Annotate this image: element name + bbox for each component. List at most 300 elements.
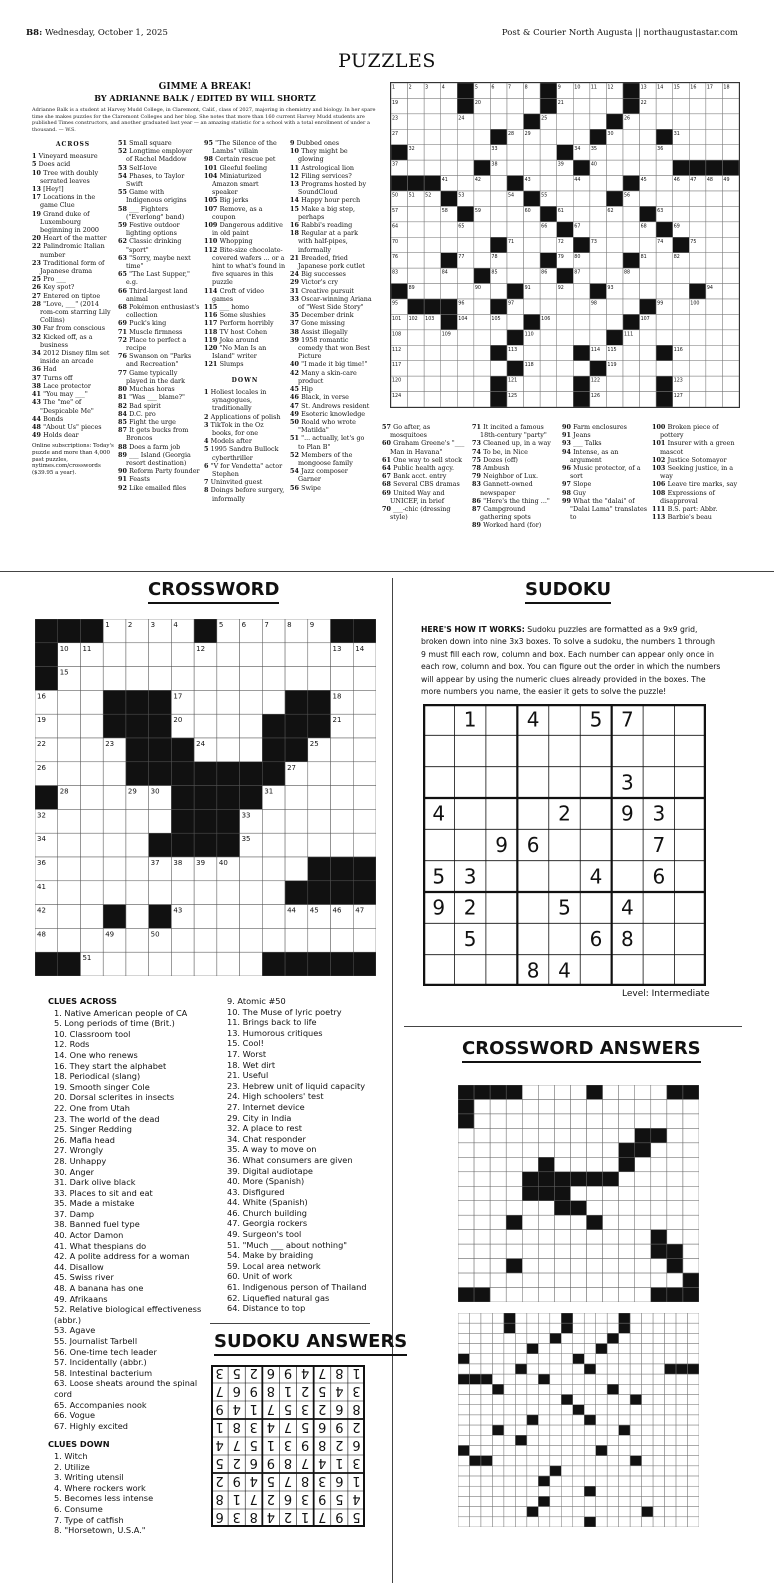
grid-cell [573,1344,584,1354]
grid-cell [458,1172,474,1186]
black-square [550,1466,561,1476]
grid-cell [424,145,441,160]
clue: 37. Damp [54,1208,95,1219]
grid-cell [331,809,354,833]
grid-cell [587,1230,603,1244]
clue: 58 ___ Fighters ("Everlong" band) [118,204,185,221]
grid-cell [653,1344,664,1354]
grid-cell [651,1273,667,1287]
grid-cell [653,1456,664,1466]
grid-cell [683,1230,699,1244]
grid-cell [538,1201,554,1215]
grid-cell [667,1099,683,1113]
grid-cell [656,253,673,268]
cell-number: 45 [640,178,647,184]
grid-cell [538,1384,549,1394]
grid-cell [683,1157,699,1171]
grid-cell [606,176,623,191]
grid-cell [590,176,607,191]
clue: 23. Hebrew unit of liquid capacity [227,1080,366,1091]
grid-cell [640,129,657,144]
grid-cell [656,330,673,345]
grid-cell [492,1374,503,1384]
grid-cell [573,299,590,314]
grid-cell [80,905,103,929]
nyt-col-6 [472,423,558,530]
grid-cell [584,1456,595,1466]
clue: 87 Campground gathering spots [472,505,531,522]
grid-cell [240,643,263,667]
grid-cell [665,1323,676,1333]
grid-cell [656,114,673,129]
black-square [126,714,149,738]
clue: 51 "... actually, let's go to Plan B" [290,434,365,451]
grid-cell [554,1114,570,1128]
sudoku-answer-digit: 5 [300,1419,310,1434]
clue: 16. They start the alphabet [54,1060,167,1071]
grid-cell [515,1374,526,1384]
grid-cell [458,1273,474,1287]
cell-number: 87 [574,270,581,276]
grid-cell [441,129,458,144]
sudoku-answer-digit: 7 [215,1383,224,1398]
clue: 25. Singer Redding [54,1124,132,1135]
black-square [353,857,376,881]
clue: 54. Make by braiding [227,1250,314,1261]
grid-cell [492,1344,503,1354]
black-square [149,690,172,714]
grid-cell [689,314,706,329]
grid-cell [573,1486,584,1496]
black-square [458,1354,469,1364]
clue: 6 "V for Vendetta" actor Stephen [204,461,283,478]
cell-number: 10 [574,85,581,91]
grid-cell [651,1215,667,1229]
grid-cell [424,376,441,391]
clue: 87 It gets bucks from Broncos [118,426,189,443]
clue: 23. The world of the dead [54,1113,160,1124]
nyt-byline: BY ADRIANNE BALK / EDITED BY WILL SHORTZ [94,93,316,103]
grid-cell [603,1114,619,1128]
grid-cell [573,1384,584,1394]
grid-cell [331,738,354,762]
grid-cell [538,1230,554,1244]
black-square [557,268,574,283]
cell-number: 57 [392,208,399,214]
grid-cell [504,1344,515,1354]
grid-cell [240,738,263,762]
grid-cell [58,928,81,952]
black-square [656,392,673,407]
clue: 69 United Way and UNICEF, in brief [382,488,445,505]
clue: 59 Festive outdoor lighting options [118,221,180,238]
clue: 90 Reform Party founder [118,467,200,476]
sudoku-answer-digit: 3 [300,1491,310,1506]
grid-cell [635,1273,651,1287]
sudoku-answer-digit: 2 [232,1455,241,1470]
cell-number: 98 [590,301,597,307]
clue: 52 Members of the mongoose family [290,450,353,467]
grid-cell [171,643,194,667]
grid-cell [557,129,574,144]
grid-cell [642,1425,653,1435]
grid-cell [573,206,590,221]
grid-cell [722,253,739,268]
sudoku-answer-digit: 2 [300,1383,310,1398]
grid-cell [722,237,739,252]
cell-number: 8 [287,621,292,629]
grid-cell [607,1507,618,1517]
grid-cell [522,1143,538,1157]
black-square [103,905,126,929]
grid-cell [490,361,507,376]
sudoku-digit: 8 [526,958,540,983]
grid-cell [481,1384,492,1394]
sudoku-answer-digit: 5 [352,1509,361,1524]
grid-cell [607,1374,618,1384]
black-square [561,1323,572,1333]
grid-cell [474,1114,490,1128]
cell-number: 24 [458,116,465,122]
grid-cell [640,145,657,160]
black-square [584,1415,595,1425]
grid-cell [504,1354,515,1364]
grid-cell [469,1364,480,1374]
black-square [573,237,590,252]
clue: 20 Heart of the matter [32,234,107,243]
clue: 16 Rabbi's reading [290,221,353,230]
grid-cell [457,237,474,252]
grid-cell [584,1435,595,1445]
cell-number: 52 [425,193,432,199]
header-left: B8: Wednesday, October 1, 2025 [26,28,168,38]
grid-cell [606,376,623,391]
sudoku-answer-digit: 1 [300,1509,310,1524]
grid-cell [240,714,263,738]
grid-cell [538,1354,549,1364]
grid-cell [550,1323,561,1333]
cell-number: 78 [491,255,498,261]
grid-cell [481,1496,492,1506]
cell-number: 118 [524,363,534,369]
clue: 46. Church building [227,1207,307,1218]
black-square [504,1323,515,1333]
black-square [651,1244,667,1258]
cell-number: 5 [218,621,224,629]
grid-cell [635,1099,651,1113]
sudoku-digit: 5 [558,895,571,920]
grid-cell [722,268,739,283]
grid-cell [515,1476,526,1486]
black-square [194,786,217,810]
cell-number: 122 [590,378,601,384]
grid-cell [103,667,126,691]
cell-number: 111 [624,332,634,338]
clue: 69 Puck's king [118,319,167,328]
grid-cell [619,1354,630,1364]
grid-cell [676,1344,687,1354]
grid-cell [673,330,690,345]
grid-cell [492,1476,503,1486]
crossword-grid[interactable] [35,619,376,976]
grid-cell [492,1364,503,1374]
sudoku-digit: 6 [652,864,666,889]
grid-cell [570,1288,586,1302]
grid-cell [635,1085,651,1099]
grid-cell [522,1288,538,1302]
clue: 13. Humorous critiques [227,1027,323,1038]
grid-cell [469,1395,480,1405]
cell-number: 5 [474,85,478,91]
grid-cell [515,1313,526,1323]
cell-number: 17 [173,692,183,701]
cell-number: 127 [673,394,683,400]
black-square [308,690,331,714]
black-square [676,1364,687,1374]
grid-cell [527,1466,538,1476]
sudoku-answer-digit: 8 [352,1401,361,1416]
black-square [424,176,441,191]
black-square [262,762,285,786]
grid-cell [665,1415,676,1425]
black-square [689,284,706,299]
grid-cell [573,1364,584,1374]
clue: 114 Croft of video games [204,286,264,303]
grid-cell [522,1099,538,1113]
clue: 34 2012 Disney film set inside an arcade [32,349,110,366]
grid-cell [538,1415,549,1425]
cell-number: 25 [541,116,548,122]
clue: 2. Utilize [54,1461,90,1472]
grid-cell [587,1288,603,1302]
clue: 57 Go after, as mosquitoes [382,423,431,440]
black-square [587,1085,603,1099]
sudoku-digit: 1 [463,707,477,732]
clue: 32. A place to rest [227,1123,302,1134]
grid-cell [630,1323,641,1333]
grid-cell [688,1507,699,1517]
grid-cell [665,1435,676,1445]
grid-cell [103,857,126,881]
grid-cell [469,1486,480,1496]
grid-cell [607,1364,618,1374]
cell-number: 41 [441,178,448,184]
grid-cell [285,857,308,881]
clue: 42 Many a skin-care product [290,368,357,385]
grid-cell [665,1486,676,1496]
grid-cell [665,1405,676,1415]
cell-number: 20 [474,100,481,106]
nyt-clues-panel [32,82,378,503]
cell-number: 4 [441,85,445,91]
clue: 12. Rods [54,1039,90,1050]
clue: 40. Actor Damon [54,1230,124,1241]
grid-cell [665,1313,676,1323]
grid-cell [554,1259,570,1273]
grid-cell [540,345,557,360]
grid-cell [596,1476,607,1486]
grid-cell [538,1486,549,1496]
black-square [492,1425,503,1435]
clue: 91 Jeans [562,431,591,440]
cell-number: 7 [508,85,512,91]
sudoku-answer-digit: 5 [318,1383,327,1398]
grid-cell [554,1288,570,1302]
grid-cell [458,1384,469,1394]
grid-cell [651,1172,667,1186]
grid-cell [527,1333,538,1343]
grid-cell [722,222,739,237]
grid-cell [557,376,574,391]
nyt-note: Online subscriptions: Today's puzzle and more than 4,000 past puzzles, nytimes.com/crosswords ($39.95 a year). [32,443,114,476]
grid-cell [481,1435,492,1445]
sudoku-answer-digit: 3 [300,1401,310,1416]
grid-cell [603,1201,619,1215]
clue: 27. Wrongly [54,1145,104,1156]
clue: 4. Where rockers work [54,1482,146,1493]
clue: 32 Kicked off, as a business [32,332,93,349]
grid-cell [623,129,640,144]
grid-cell [550,1486,561,1496]
grid-cell [80,690,103,714]
black-square [457,206,474,221]
clue: 39 1958 romantic comedy that won Best Picture [290,335,370,361]
grid-cell [584,1476,595,1486]
black-square [506,1215,522,1229]
grid-cell [676,1445,687,1455]
sudoku-digit: 6 [589,927,603,951]
grid-cell [665,1425,676,1435]
grid-cell [217,905,240,929]
grid-cell [515,1456,526,1466]
grid-cell [640,191,657,206]
grid-cell [584,1507,595,1517]
grid-cell [524,299,541,314]
grid-cell [506,1288,522,1302]
grid-cell [587,1143,603,1157]
grid-cell [538,1114,554,1128]
black-square [308,714,331,738]
clue: 3 TikTok in the Oz books, for one [204,420,264,437]
grid-cell [640,376,657,391]
grid-cell [651,1085,667,1099]
grid-cell [570,1157,586,1171]
black-square [590,129,607,144]
sudoku-digit: 3 [463,864,477,889]
grid-cell [490,1114,506,1128]
black-square [149,714,172,738]
grid-cell [80,714,103,738]
grid-cell [722,114,739,129]
cell-number: 50 [150,930,160,939]
grid-cell [126,905,149,929]
sudoku-answer-digit: 8 [249,1509,258,1524]
grid-cell [481,1507,492,1517]
clue: 41. What thespians do [54,1240,147,1251]
grid-cell [673,314,690,329]
cell-number: 123 [673,378,683,384]
clue: 57. Incidentally (abbr.) [54,1357,147,1368]
clue: 8. "Horsetown, U.S.A." [54,1525,146,1536]
clue: 55. Journalist Tarbell [54,1336,138,1346]
cell-number: 76 [392,255,399,261]
grid-cell [458,1435,469,1445]
black-square [441,191,458,206]
grid-cell [619,1114,635,1128]
cell-number: 22 [37,740,46,748]
clue: 61. Indigenous person of Thailand [227,1282,367,1293]
nyt-crossword-grid[interactable] [390,82,740,408]
black-square [35,619,58,643]
cell-number: 61 [557,208,564,214]
grid-cell [527,1405,538,1415]
grid-cell [457,129,474,144]
sudoku-answer-digit: 4 [300,1365,310,1380]
clue: 31 Creative pursuit [290,286,354,295]
clue: 102 Justice Sotomayor [652,455,727,464]
sudoku-answer-digit: 4 [215,1437,224,1452]
cell-number: 59 [474,208,481,214]
sudoku-answer-digit: 1 [266,1437,276,1452]
clue: 25 Pro ___ [32,275,66,284]
grid-cell [458,1476,469,1486]
grid-cell [676,1313,687,1323]
grid-cell [607,1395,618,1405]
grid-cell [606,145,623,160]
clue: 40 "I made it big time!" [290,360,368,369]
black-square [554,1201,570,1215]
grid-cell [653,1405,664,1415]
grid-cell [640,361,657,376]
sudoku-answer-digit: 2 [318,1401,327,1416]
grid-cell [441,392,458,407]
grid-cell [469,1415,480,1425]
grid-cell [561,1435,572,1445]
sudoku-answer-digit: 9 [215,1401,224,1416]
grid-cell [561,1344,572,1354]
clue: 63. Loose sheats around the spinal cord [54,1378,198,1399]
black-square [331,857,354,881]
clue: 113 Barbie's beau [652,513,712,522]
grid-cell [642,1517,653,1527]
sudoku-answer-digit: 6 [335,1401,344,1416]
grid-cell [623,345,640,360]
grid-cell [171,881,194,905]
sudoku-answer-digit: 4 [335,1383,344,1398]
grid-cell [584,1323,595,1333]
clue: 1 Vineyard measure [32,152,98,161]
sudoku-answer-digit: 6 [318,1419,327,1434]
cell-number: 75 [690,239,697,245]
grid-cell [706,299,723,314]
cell-number: 9 [309,621,315,629]
black-square [683,1085,699,1099]
cell-number: 79 [557,255,564,261]
black-square [308,857,331,881]
grid-cell [424,129,441,144]
grid-cell [331,667,354,691]
nyt-down-heading: DOWN [231,376,259,384]
sudoku-grid[interactable] [423,704,706,986]
grid-cell [492,1405,503,1415]
grid-cell [524,98,541,113]
clue: 11. Brings back to life [227,1017,317,1028]
cell-number: 8 [524,85,528,91]
grid-cell [653,1415,664,1425]
grid-cell [688,1486,699,1496]
cell-number: 15 [59,668,69,677]
grid-cell [262,690,285,714]
